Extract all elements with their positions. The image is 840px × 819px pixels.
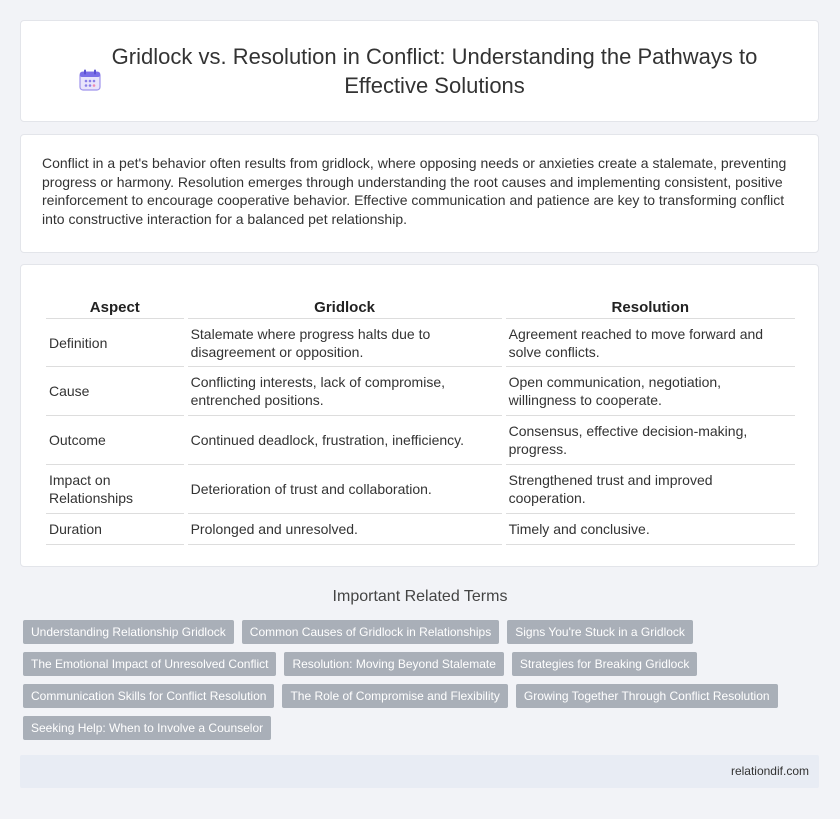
table-cell: Prolonged and unresolved.: [188, 514, 502, 545]
footer: [20, 755, 819, 788]
table-cell: Deterioration of trust and collaboration.: [188, 465, 502, 514]
related-term-tag[interactable]: Understanding Relationship Gridlock: [23, 620, 234, 644]
related-terms-title: Important Related Terms: [332, 588, 508, 605]
table-row: [46, 416, 795, 465]
column-header-aspect: Aspect: [46, 297, 184, 319]
related-term-tag[interactable]: Signs You're Stuck in a Gridlock: [507, 620, 693, 644]
table-row: [46, 367, 795, 416]
table-cell: Definition: [46, 319, 184, 367]
table-cell: Stalemate where progress halts due to disagreement or opposition.: [188, 319, 502, 367]
table-cell: Duration: [46, 514, 184, 545]
table-cell: Cause: [46, 367, 184, 416]
related-terms-list: [23, 620, 813, 740]
related-term-tag[interactable]: Resolution: Moving Beyond Stalemate: [284, 652, 503, 676]
table-cell: Continued deadlock, frustration, inefficiency.: [188, 416, 502, 465]
column-header-gridlock: Gridlock: [188, 297, 502, 319]
related-term-tag[interactable]: The Role of Compromise and Flexibility: [282, 684, 507, 708]
related-term-tag[interactable]: Common Causes of Gridlock in Relationships: [242, 620, 499, 644]
related-term-tag[interactable]: Growing Together Through Conflict Resolution: [516, 684, 778, 708]
column-header-resolution: Resolution: [506, 297, 795, 319]
table-row: [46, 465, 795, 514]
table-cell: Outcome: [46, 416, 184, 465]
intro-card: [20, 134, 819, 253]
footer-site-link[interactable]: relationdif.com: [730, 764, 809, 778]
related-term-tag[interactable]: The Emotional Impact of Unresolved Conflict: [23, 652, 276, 676]
comparison-table-card: [20, 264, 819, 567]
table-cell: Conflicting interests, lack of compromise, entrenched positions.: [188, 367, 502, 416]
table-cell: Timely and conclusive.: [506, 514, 795, 545]
related-term-tag[interactable]: Communication Skills for Conflict Resolution: [23, 684, 274, 708]
table-cell: Open communication, negotiation, willingness to cooperate.: [506, 367, 795, 416]
table-row: [46, 319, 795, 367]
comparison-table: [42, 297, 799, 545]
table-cell: Impact on Relationships: [46, 465, 184, 514]
table-row: [46, 514, 795, 545]
table-cell: Consensus, effective decision-making, progress.: [506, 416, 795, 465]
table-cell: Strengthened trust and improved cooperation.: [506, 465, 795, 514]
related-term-tag[interactable]: Seeking Help: When to Involve a Counselor: [23, 716, 271, 740]
related-term-tag[interactable]: Strategies for Breaking Gridlock: [512, 652, 697, 676]
header-card: [20, 20, 819, 122]
page-title: Gridlock vs. Resolution in Conflict: Understanding the Pathways to Effective Solutions: [111, 44, 758, 98]
intro-paragraph: Conflict in a pet's behavior often results from gridlock, where opposing needs or anxieties create a stalemate, preventing progress or harmony. Resolution emerges through understanding the root causes and implementing consistent, positive reinforcement to encourage cooperative behavior. Effective communication and patience are key to transforming conflict into constructive interaction for a balanced pet relationship.: [42, 155, 787, 227]
calendar-icon: [78, 68, 102, 92]
table-cell: Agreement reached to move forward and solve conflicts.: [506, 319, 795, 367]
